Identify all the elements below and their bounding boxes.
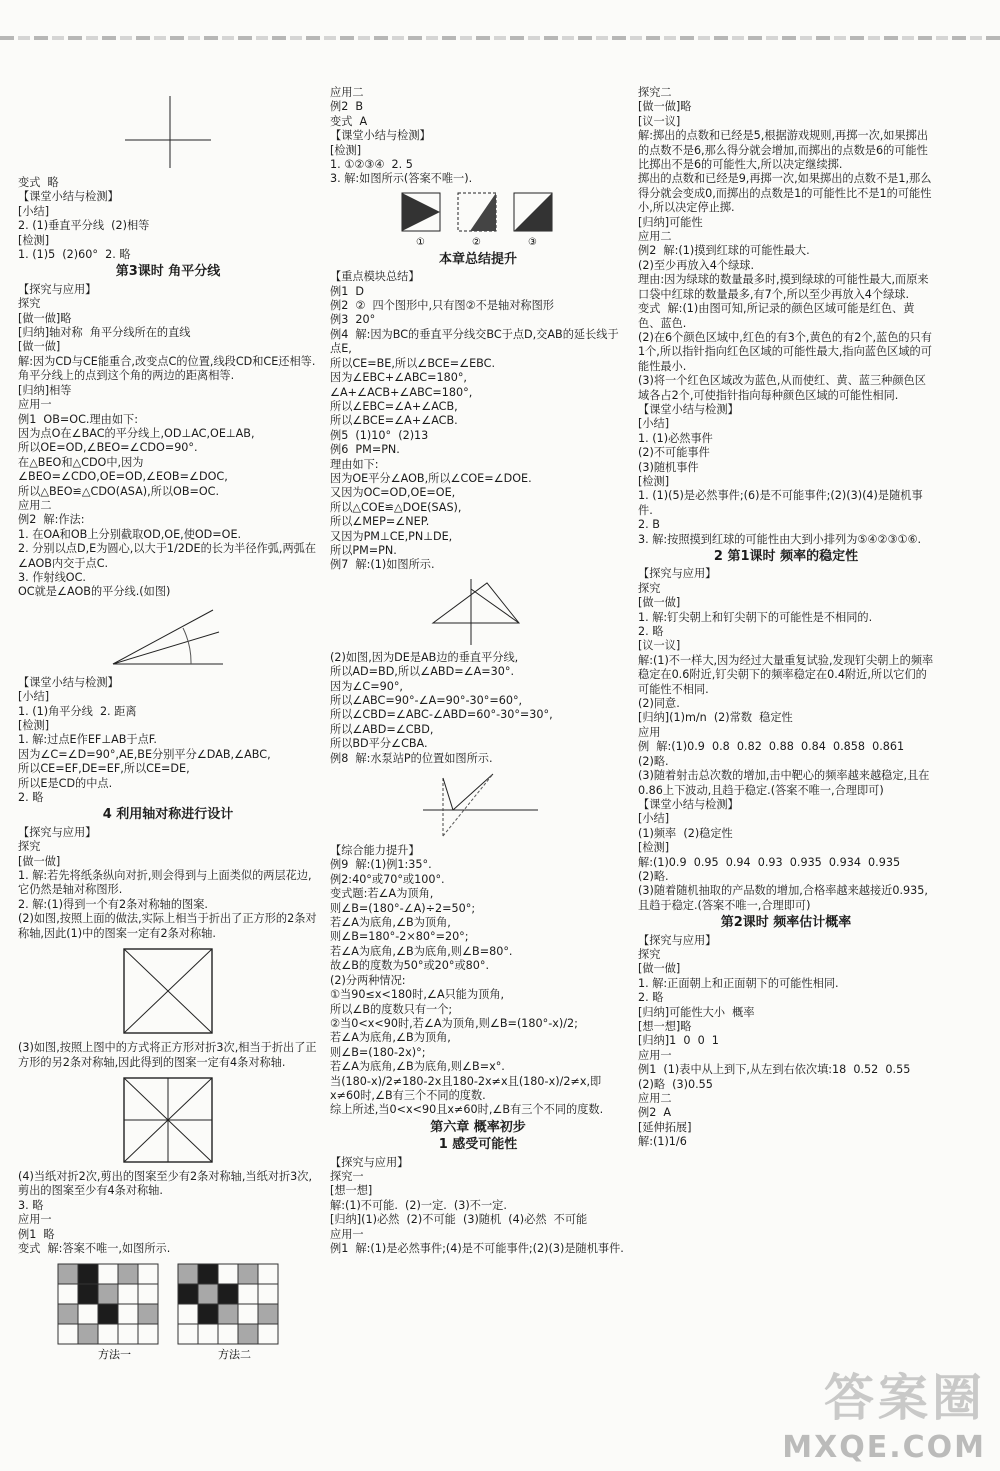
col1-heading-symmetry-design: 4 利用轴对称进行设计 <box>102 807 234 823</box>
grid-cell <box>78 1284 98 1304</box>
text-line: [小结] <box>18 690 50 704</box>
text-line: 【探究与应用】 <box>18 825 97 839</box>
column-2 <box>330 86 626 1256</box>
grid-cell <box>58 1304 78 1324</box>
text-line: 2. 略 <box>638 991 664 1005</box>
text-line: 例2 解:作法: <box>18 513 85 527</box>
text-line: (2)至少再放入4个绿球. <box>638 258 755 272</box>
grid-method-2 <box>178 1264 278 1344</box>
grid-cell <box>78 1324 98 1344</box>
text-line: (3)将一个红色区域改为蓝色,从而使红、黄、蓝三种颜色区域各占2个,可使指针指向每种颜色区域的可能性相同. <box>638 374 926 402</box>
col3-section-a <box>638 86 934 547</box>
text-line: 例1 D <box>330 284 365 298</box>
text-line: 探究 <box>18 297 41 311</box>
col2-section-e <box>330 1156 626 1257</box>
text-line: 2. B <box>638 518 660 532</box>
text-line: 所以E是CD的中点. <box>18 776 113 790</box>
col3-heading-frequency-stability: 2 第1课时 频率的稳定性 <box>713 549 859 564</box>
text-line: 故∠B的度数为50°或20°或80°. <box>330 959 490 973</box>
text-line: (2)同意. <box>638 697 680 711</box>
text-line: 例3 20° <box>330 313 376 327</box>
text-line: (2)在6个颜色区域中,红色的有3个,黄色的有2个,蓝色的只有1个,所以指针指向红色区域的可能性最大,指向蓝色区域的可能性最小. <box>638 330 932 373</box>
grid-cell <box>198 1304 218 1324</box>
text-line: 1. 解:若先将纸条纵向对折,则会得到与上面类似的两层花边,它仍然是轴对称图形. <box>18 869 312 897</box>
text-line: 2. 解:(1)得到一个有2条对称轴的图案. <box>18 897 208 911</box>
text-line: 因为∠C=90°, <box>330 679 403 693</box>
perpendicular-lines-figure <box>113 90 223 172</box>
text-line: ∠A+∠ACB+∠ABC=180°, <box>330 385 473 399</box>
text-line: 所以CE=BE,所以∠BCE=∠EBC. <box>330 356 496 370</box>
text-line: (2)略. <box>638 754 669 768</box>
text-line: 例1 OB=OC.理由如下: <box>18 412 138 426</box>
text-line: 例9 解:(1)例1:35°. <box>330 858 432 872</box>
grid-cell <box>258 1284 278 1304</box>
text-line: [归纳]可能性 <box>638 215 703 229</box>
text-line: 理由如下: <box>330 457 379 471</box>
text-line: [小结] <box>18 204 50 218</box>
text-line: 探究 <box>18 840 41 854</box>
col2-section-c <box>330 651 626 766</box>
watermark-url: MXQE.COM <box>782 1430 986 1465</box>
grid-cell <box>138 1324 158 1344</box>
grid-cell <box>198 1324 218 1344</box>
shape-label-2: ② <box>472 236 481 248</box>
col3-section-b <box>638 567 934 913</box>
text-line: 【探究与应用】 <box>330 1155 409 1169</box>
shape-label-3: ③ <box>528 236 537 248</box>
text-line: 变式 解:(1)由图可知,所记录的颜色区域可能是红色、黄色、蓝色. <box>638 302 915 330</box>
text-line: 应用二 <box>638 230 672 244</box>
text-line: 2. 分别以点D,E为圆心,以大于1/2DE的长为半径作弧,两弧在∠AOB内交于点C. <box>18 542 317 570</box>
grid-cell <box>238 1304 258 1324</box>
text-line: [检测] <box>638 841 670 855</box>
text-line: (3)随着随机抽取的产品数的增加,合格率越来越接近0.935,且趋于稳定.(答案不唯一,合理即可) <box>638 884 928 912</box>
text-line: 变式 略 <box>18 176 59 189</box>
grid-label-1: 方法一 <box>98 1348 131 1361</box>
col2-heading-possibility: 1 感受可能性 <box>438 1137 518 1153</box>
col2-section-b <box>330 270 626 573</box>
col1-section-b <box>18 283 318 600</box>
watermark <box>782 1358 986 1465</box>
pump-station-figure <box>413 770 543 840</box>
square-four-axes-figure <box>118 1074 218 1166</box>
col1-section-e <box>18 1041 318 1070</box>
text-line: 因为∠EBC+∠ABC=180°, <box>330 371 467 385</box>
column-1 <box>18 86 318 1364</box>
text-line: (4)当纸对折2次,剪出的图案至少有2条对称轴,当纸对折3次,剪出的图案至少有4条对称轴. <box>18 1169 312 1198</box>
text-line: 例2:40°或70°或100°. <box>330 872 445 886</box>
text-line: 【综合能力提升】 <box>330 844 420 858</box>
text-line: 若∠A为底角,∠B为底角,则∠B=x°. <box>330 1060 505 1074</box>
text-line: 例7 解:(1)如图所示. <box>330 558 435 572</box>
text-line: 探究 <box>638 947 661 961</box>
grid-cell <box>98 1264 118 1284</box>
text-line: 因为点O在∠BAC的平分线上,OD⊥AC,OE⊥AB, <box>18 426 255 440</box>
text-line: 3. 解:按照摸到红球的可能性由大到小排列为⑤④②③①⑥. <box>638 532 922 546</box>
text-line: (2)如图,按照上面的做法,实际上相当于折出了正方形的2条对称轴,因此(1)中的图案一定有2条对称轴. <box>18 912 317 940</box>
text-line: 解:因为CD与CE能重合,改变点C的位置,线段CD和CE还相等. <box>18 354 316 368</box>
grid-cell <box>118 1304 138 1324</box>
text-line: 所以BD平分∠CBA. <box>330 737 428 751</box>
text-line: [小结] <box>638 417 670 431</box>
col2-section-d <box>330 844 626 1118</box>
col1-section-d <box>18 826 318 941</box>
grid-method-1 <box>58 1264 158 1344</box>
grid-cell <box>238 1284 258 1304</box>
text-line: 应用二 <box>638 1092 672 1106</box>
text-line: 例 解:(1)0.9 0.8 0.82 0.88 0.84 0.858 0.861 <box>638 740 905 754</box>
text-line: 1. (1)5 (2)60° 2. 略 <box>18 248 131 262</box>
text-line: 例8 解:水泵站P的位置如图所示. <box>330 751 493 765</box>
col2-section-a <box>330 86 626 187</box>
text-line: 变式 解:答案不唯一,如图所示. <box>18 1241 171 1255</box>
text-line: 所以△BEO≌△CDO(ASA),所以OB=OC. <box>18 484 220 498</box>
grid-cell <box>258 1264 278 1284</box>
text-line: 【探究与应用】 <box>638 567 717 581</box>
text-line: (1)频率 (2)稳定性 <box>638 826 733 840</box>
grid-cell <box>238 1324 258 1344</box>
text-line: [归纳](1)m/n (2)常数 稳定性 <box>638 711 793 725</box>
text-line: 角平分线上的点到这个角的两边的距离相等. <box>18 369 235 383</box>
triangle-perpendicular-bisector-figure <box>423 577 533 647</box>
text-line: [归纳]1 0 0 1 <box>638 1034 719 1048</box>
grid-cell <box>118 1284 138 1304</box>
text-line: ②当0<x<90时,若∠A为顶角,则∠B=(180°-x)/2; <box>330 1016 578 1030</box>
text-line: 解:(1)不一样大,因为经过大量重复试验,发现钉尖朝上的频率稳定在0.6附近,钉尖朝下的频率稳定在0.4附近,所以它们的可能性不相同. <box>638 653 934 696</box>
grid-cell <box>178 1264 198 1284</box>
text-line: 2. 略 <box>638 625 664 639</box>
column-3 <box>638 86 934 1150</box>
text-line: 例1 略 <box>18 1227 55 1241</box>
col2-heading-chapter-summary: 本章总结提升 <box>438 251 517 267</box>
text-line: 例4 解:因为BC的垂直平分线交BC于点D,交AB的延长线于点E, <box>330 327 619 356</box>
grid-cell <box>78 1264 98 1284</box>
text-line: 所以AD=BD,所以∠ABD=∠A=30°. <box>330 665 515 679</box>
text-line: 当(180-x)/2≠180-2x且180-2x≠x且(180-x)/2≠x,即x≠60时,∠B有三个不同的度数. <box>330 1074 602 1102</box>
text-line: 1. 解:钉尖朝上和钉尖朝下的可能性是不相同的. <box>638 610 873 624</box>
grid-cell <box>118 1324 138 1344</box>
text-line: [归纳]可能性大小 概率 <box>638 1005 755 1019</box>
text-line: 所以∠MEP=∠NEP. <box>330 515 430 529</box>
text-line: 变式 A <box>330 114 368 128</box>
text-line: 应用一 <box>18 398 52 412</box>
text-line: 因为∠C=∠D=90°,AE,BE分别平分∠DAB,∠ABC, <box>18 747 271 761</box>
text-line: [归纳](1)必然 (2)不可能 (3)随机 (4)必然 不可能 <box>330 1213 588 1227</box>
text-line: 1. ①②③④ 2. 5 <box>330 158 413 172</box>
text-line: 2. 略 <box>18 791 44 805</box>
text-line: [归纳]相等 <box>18 383 72 397</box>
text-line: 变式题:若∠A为顶角, <box>330 887 434 901</box>
text-line: 若∠A为底角,∠B为顶角, <box>330 1031 451 1045</box>
text-line: 1. (1)(5)是必然事件;(6)是不可能事件;(2)(3)(4)是随机事件. <box>638 489 923 517</box>
text-line: 1. 解:过点E作EF⊥AB于点F. <box>18 733 157 747</box>
square-two-axes-figure <box>118 945 218 1037</box>
grid-cell <box>218 1284 238 1304</box>
text-line: ①当90≤x<180时,∠A只能为顶角, <box>330 988 505 1002</box>
text-line: 例1 (1)表中从上到下,从左到右依次填:18 0.52 0.55 <box>638 1063 911 1077</box>
text-line: 应用一 <box>638 1048 672 1062</box>
grid-cell <box>58 1264 78 1284</box>
scan-top-border <box>0 36 1000 40</box>
text-line: 探究二 <box>638 86 672 99</box>
text-line: [议一议] <box>638 639 681 653</box>
text-line: 所以∠ABC=90°-∠A=90°-30°=60°, <box>330 694 523 707</box>
col2-heading-chapter-6: 第六章 概率初步 <box>430 1119 526 1135</box>
text-line: 探究 <box>638 581 661 595</box>
text-line: 【课堂小结与检测】 <box>18 190 119 204</box>
text-line: [议一议] <box>638 114 681 128</box>
col3-section-c <box>638 934 934 1150</box>
text-line: 在△BEO和△CDO中,因为∠BEO=∠CDO,OE=OD,∠EOB=∠DOC, <box>18 455 228 484</box>
grid-cell <box>78 1304 98 1324</box>
grid-cell <box>198 1264 218 1284</box>
text-line: 1. (1)必然事件 <box>638 431 713 445</box>
text-line: 例1 解:(1)是必然事件;(4)是不可能事件;(2)(3)是随机事件. <box>330 1242 624 1255</box>
text-line: 1. (1)角平分线 2. 距离 <box>18 704 137 718</box>
text-line: (2)如图,因为DE是AB边的垂直平分线, <box>330 650 519 664</box>
text-line: 解:(1)1/6 <box>638 1135 687 1149</box>
grid-cell <box>258 1324 278 1344</box>
text-line: 若∠A为底角,∠B为顶角, <box>330 916 451 930</box>
text-line: 应用一 <box>18 1213 52 1227</box>
col1-section-f <box>18 1170 318 1256</box>
text-line: OC就是∠AOB的平分线.(如图) <box>18 585 171 599</box>
grid-cell <box>98 1284 118 1304</box>
text-line: 所以∠BCE=∠A+∠ACB. <box>330 414 458 428</box>
text-line: 若∠A为底角,∠B为底角,则∠B=80°. <box>330 944 513 958</box>
text-line: 所以∠EBC=∠A+∠ACB, <box>330 399 458 413</box>
angle-bisector-figure <box>103 604 233 672</box>
grid-cell <box>98 1304 118 1324</box>
text-line: 所以∠ABD=∠CBD, <box>330 722 434 736</box>
text-line: 所以OE=OD,∠BEO=∠CDO=90°. <box>18 441 198 455</box>
text-line: 所以△COE≌△DOE(SAS), <box>330 500 462 514</box>
watermark-logo-text: 答案圈 <box>824 1369 986 1427</box>
text-line: (2)略. <box>638 869 669 883</box>
text-line: [检测] <box>18 719 50 732</box>
text-line: 所以∠CBD=∠ABC-∠ABD=60°-30°=30°, <box>330 708 553 722</box>
text-line: 【探究与应用】 <box>638 933 717 947</box>
grid-cell <box>178 1304 198 1324</box>
text-line: 1. 解:正面朝上和正面朝下的可能性相同. <box>638 976 839 990</box>
text-line: 例5 (1)10° (2)13 <box>330 428 429 442</box>
text-line: 【课堂小结与检测】 <box>18 675 119 689</box>
grid-cell <box>98 1324 118 1344</box>
col3-heading-frequency-estimate: 第2课时 频率估计概率 <box>720 915 852 931</box>
text-line: 掷出的点数和已经是9,再掷一次,如果掷出的点数不是1,那么得分就会变成0,而掷出的点数是1的可能性比不是1的可能性小,所以决定停止掷. <box>638 172 932 215</box>
grid-cell <box>58 1284 78 1304</box>
text-line: 则∠B=(180-2x)°; <box>330 1045 426 1059</box>
grid-cell <box>258 1304 278 1324</box>
text-line: 探究一 <box>330 1169 364 1183</box>
text-line: [想一想] <box>330 1184 373 1198</box>
text-line: [想一想]略 <box>638 1020 692 1033</box>
text-line: 【课堂小结与检测】 <box>330 129 431 143</box>
grid-cell <box>138 1284 158 1304</box>
text-line: 例2 A <box>638 1106 672 1120</box>
text-line: 理由:因为绿球的数量最多时,摸到绿球的可能性最大,而原来口袋中红球的数量最多,有7个,所以至少再放入4个绿球. <box>638 273 929 301</box>
text-line: 则∠B=(180°-∠A)÷2=50°; <box>330 901 476 915</box>
text-line: 又因为PM⊥CE,PN⊥DE, <box>330 529 453 543</box>
text-line: [做一做] <box>18 854 61 868</box>
text-line: [做一做] <box>638 596 681 610</box>
text-line: 解:(1)0.9 0.95 0.94 0.93 0.935 0.934 0.935 <box>638 855 901 869</box>
grid-cell <box>138 1264 158 1284</box>
grid-cell <box>198 1284 218 1304</box>
text-line: (2)不可能事件 <box>638 446 710 460</box>
text-line: 【重点模块总结】 <box>330 270 420 284</box>
text-line: [做一做] <box>18 340 61 354</box>
text-line: 【探究与应用】 <box>18 282 97 296</box>
col1-heading-angle-bisector: 第3课时 角平分线 <box>115 264 221 280</box>
text-line: 所以PM=PN. <box>330 543 397 557</box>
text-line: 3. 作射线OC. <box>18 570 86 584</box>
text-line: [检测] <box>18 233 50 247</box>
text-line: [做一做] <box>638 962 681 976</box>
text-line: 应用一 <box>330 1227 364 1241</box>
text-line: [归纳]轴对称 角平分线所在的直线 <box>18 326 191 340</box>
text-line: (3)如图,按照上图中的方式将正方形对折3次,相当于折出了正方形的另2条对称轴,因此得到的图案一定有4条对称轴. <box>18 1041 317 1069</box>
text-line: 1. 在OA和OB上分别截取OD,OE,使OD=OE. <box>18 527 242 541</box>
text-line: (3)随机事件 <box>638 460 699 474</box>
grid-cell <box>178 1284 198 1304</box>
col1-section-a <box>18 176 318 262</box>
text-line: [检测] <box>330 143 362 157</box>
text-line: 应用 <box>638 725 661 739</box>
text-line: 3. 略 <box>18 1198 44 1212</box>
text-line: 解:(1)不可能. (2)一定. (3)不一定. <box>330 1198 507 1212</box>
grid-cell <box>178 1324 198 1344</box>
grid-cell <box>218 1324 238 1344</box>
text-line: (2)分两种情况: <box>330 973 406 987</box>
text-line: [小结] <box>638 812 670 826</box>
grid-cell <box>138 1304 158 1324</box>
text-line: 2. (1)垂直平分线 (2)相等 <box>18 219 150 233</box>
text-line: (3)随着射击总次数的增加,击中靶心的频率越来越稳定,且在0.86上下波动,且趋于稳定.(答案不唯一,合理即可) <box>638 769 930 797</box>
square-shapes-figure <box>388 191 568 249</box>
grid-label-2: 方法二 <box>218 1348 251 1361</box>
grid-cell <box>58 1324 78 1344</box>
text-line: 3. 解:如图所示(答案不唯一). <box>330 172 473 186</box>
shape-label-1: ① <box>416 236 425 248</box>
grid-cell <box>218 1264 238 1284</box>
grid-cell <box>218 1304 238 1324</box>
text-line: [检测] <box>638 474 670 488</box>
text-line: 则∠B=180°-2×80°=20°; <box>330 930 469 944</box>
text-line: 例2 B <box>330 100 364 114</box>
text-line: 应用二 <box>18 498 52 512</box>
text-line: 因为OE平分∠AOB,所以∠COE=∠DOE. <box>330 471 532 485</box>
text-line: 【课堂小结与检测】 <box>638 797 739 811</box>
col1-section-c <box>18 676 318 806</box>
text-line: 又因为OC=OD,OE=OE, <box>330 486 456 500</box>
grid-cell <box>238 1264 258 1284</box>
text-line: 应用二 <box>330 86 364 99</box>
text-line: 解:掷出的点数和已经是5,根据游戏规则,再掷一次,如果掷出的点数不是6,那么得分就会增加,而掷出的点数是6的可能性比掷出不是6的可能性大,所以决定继续掷. <box>638 129 929 172</box>
grid-cell <box>118 1264 138 1284</box>
grid-coloring-figure <box>48 1260 288 1360</box>
text-line: 所以CE=EF,DE=EF,所以CE=DE, <box>18 762 190 776</box>
text-line: 例6 PM=PN. <box>330 443 400 457</box>
text-line: 例2 解:(1)摸到红球的可能性最大. <box>638 244 810 258</box>
text-line: [延伸拓展] <box>638 1120 692 1134</box>
text-line: [做一做]略 <box>18 311 72 325</box>
text-line: 所以∠B的度数只有一个; <box>330 1002 453 1016</box>
text-line: [做一做]略 <box>638 100 692 114</box>
text-line: 例2 ② 四个图形中,只有图②不是轴对称图形 <box>330 299 554 313</box>
text-line: 【课堂小结与检测】 <box>638 402 739 416</box>
text-line: 综上所述,当0<x<90且x≠60时,∠B有三个不同的度数. <box>330 1103 604 1117</box>
text-line: (2)略 (3)0.55 <box>638 1077 713 1091</box>
